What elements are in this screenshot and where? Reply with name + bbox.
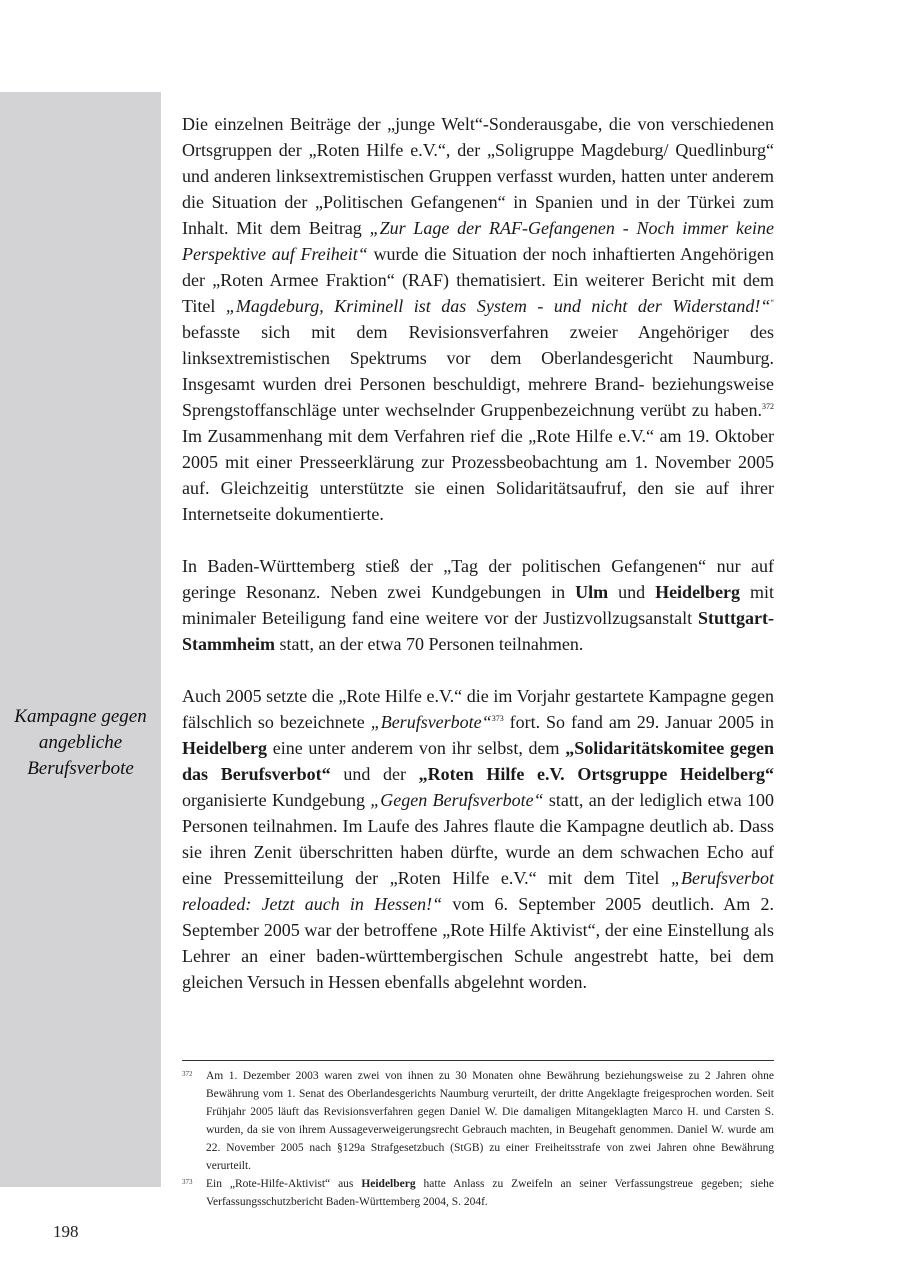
footnote-text [206, 1067, 774, 1175]
text-run: Die einzelnen Beiträge der „junge Welt“-Sonderausgabe, die von verschiedenen Ortsgruppen der „Roten Hilfe e.V.“, der „Soligruppe Magdeburg/ Quedlinburg“ und anderen linksextremistischen Gruppen verfasst wurden, hatten unter anderem die Situation der „Politischen Gefangenen“ in Spanien und in der Türkei zum Inhalt. Mit dem Beitrag [182, 114, 774, 238]
place-name: Heidelberg [655, 582, 741, 602]
text-run: und [608, 582, 656, 602]
footnote-number: 372 [182, 1070, 193, 1078]
text-run: und der [330, 764, 419, 784]
organization-name: „Solidaritätskomitee gegen das Berufsverbot“ [182, 738, 774, 784]
text-run: fort. So fand am 29. Januar 2005 in [503, 712, 775, 732]
text-run: statt, an der lediglich etwa 100 Personen teilnahmen. Im Laufe des Jahres flaute die Kampagne deutlich ab. Dass sie ihren Zenit überschritten haben dürfte, wurde an dem schwachen Echo auf eine Pressemitteilung der „Roten Hilfe e.V.“ mit dem Titel [182, 790, 774, 888]
text-run: In Baden-Württemberg stieß der „Tag der politischen Gefangenen“ nur auf geringe Resonanz. Neben zwei Kundgebungen in [182, 556, 774, 602]
footnotes [182, 1060, 774, 1211]
paragraph-3 [182, 683, 774, 995]
margin-note-line: Berufsverbote [27, 758, 134, 779]
page-number: 198 [53, 1222, 79, 1241]
superscript-mark: “ [770, 298, 774, 307]
footnote-text [206, 1175, 774, 1211]
footnote-ref: 372 [762, 402, 774, 411]
text-run: Auch 2005 setzte die „Rote Hilfe e.V.“ die im Vorjahr gestartete Kampagne gegen fälschlich so bezeichnete [182, 686, 774, 732]
margin-note-line: angebliche [38, 732, 123, 753]
paragraph-2 [182, 553, 774, 657]
place-name: Heidelberg [361, 1178, 416, 1190]
text-run: befasste sich mit dem Revisionsverfahren zweier Angehöriger des linksextremistischen Spektrums vor dem Oberlandesgericht Naumburg. Insgesamt wurden drei Personen beschuldigt, mehrere Brand- beziehungsweise Sprengstoffanschläge unter wechselnder Gruppenbezeichnung verübt zu haben. [182, 322, 774, 420]
text-run: eine unter anderem von ihr selbst, dem [266, 738, 566, 758]
body-text [182, 111, 774, 995]
italic-title: „Berufsverbote“ [370, 712, 492, 732]
footnote-number: 373 [182, 1178, 193, 1186]
paragraph-1 [182, 111, 774, 527]
margin-note [0, 704, 161, 782]
italic-title: „Gegen Berufsverbote“ [370, 790, 544, 810]
text-run: statt, an der etwa 70 Personen teilnahmen. [275, 634, 584, 654]
footnote [182, 1175, 774, 1211]
text-run: Am 1. Dezember 2003 waren zwei von ihnen zu 30 Monaten ohne Bewährung beziehungsweise zu 2 Jahren ohne Bewährung vom 1. Senat des Oberlandesgerichts Naumburg verurteilt, der dritte Angeklagte freigesprochen worden. Seit Frühjahr 2005 läuft das Revisionsverfahren gegen Daniel W. Die damaligen Mitangeklagten Marco H. und Carsten S. wurden, da sie von ihrem Aussageverweigerungsrecht Gebrauch machten, in Beugehaft genommen. Daniel W. wurde am 22. November 2005 nach §129a Strafgesetzbuch (StGB) zu einer Freiheitsstrafe von zwei Jahren ohne Bewährung verurteilt. [206, 1070, 774, 1172]
italic-title: „Zur Lage der RAF-Gefangenen - Noch immer keine Perspektive auf Freiheit“ [182, 218, 774, 264]
place-name: Stuttgart-Stammheim [182, 608, 774, 654]
italic-title: „Berufsverbot reloaded: Jetzt auch in Hessen!“ [182, 868, 774, 914]
footnote [182, 1067, 774, 1175]
text-run: wurde die Situation der noch inhaftierten Angehörigen der „Roten Armee Fraktion“ (RAF) thematisiert. Ein weiterer Bericht mit dem Titel [182, 244, 774, 316]
text-run: vom 6. September 2005 deutlich. Am 2. September 2005 war der betroffene „Rote Hilfe Aktivist“, der eine Einstellung als Lehrer an einer baden-württembergischen Schule angestrebt hatte, bei dem gleichen Versuch in Hessen ebenfalls abgelehnt worden. [182, 894, 775, 992]
italic-title: „Magdeburg, Kriminell ist das System - und nicht der Widerstand!“ [225, 296, 771, 316]
place-name: Ulm [575, 582, 609, 602]
text-run: mit minimaler Beteiligung fand eine weitere vor der Justizvollzugsanstalt [182, 582, 775, 628]
sidebar-band [0, 92, 161, 1187]
organization-name: „Roten Hilfe e.V. Ortsgruppe Heidelberg“ [418, 764, 774, 784]
footnote-ref: 373 [491, 714, 504, 723]
place-name: Heidelberg [182, 738, 267, 758]
margin-note-line: Kampagne gegen [14, 706, 147, 727]
text-run: hatte Anlass zu Zweifeln an seiner Verfassungstreue gegeben; siehe Verfassungsschutzbericht Baden-Württemberg 2004, S. 204f. [206, 1178, 774, 1208]
text-run: organisierte Kundgebung [182, 790, 371, 810]
text-run: Im Zusammenhang mit dem Verfahren rief die „Rote Hilfe e.V.“ am 19. Oktober 2005 mit einer Presseerklärung zur Prozessbeobachtung am 1. November 2005 auf. Gleichzeitig unterstützte sie einen Solidaritätsaufruf, den sie auf ihrer Internetseite dokumentierte. [182, 426, 774, 524]
text-run: Ein „Rote-Hilfe-Aktivist“ aus [206, 1178, 362, 1190]
